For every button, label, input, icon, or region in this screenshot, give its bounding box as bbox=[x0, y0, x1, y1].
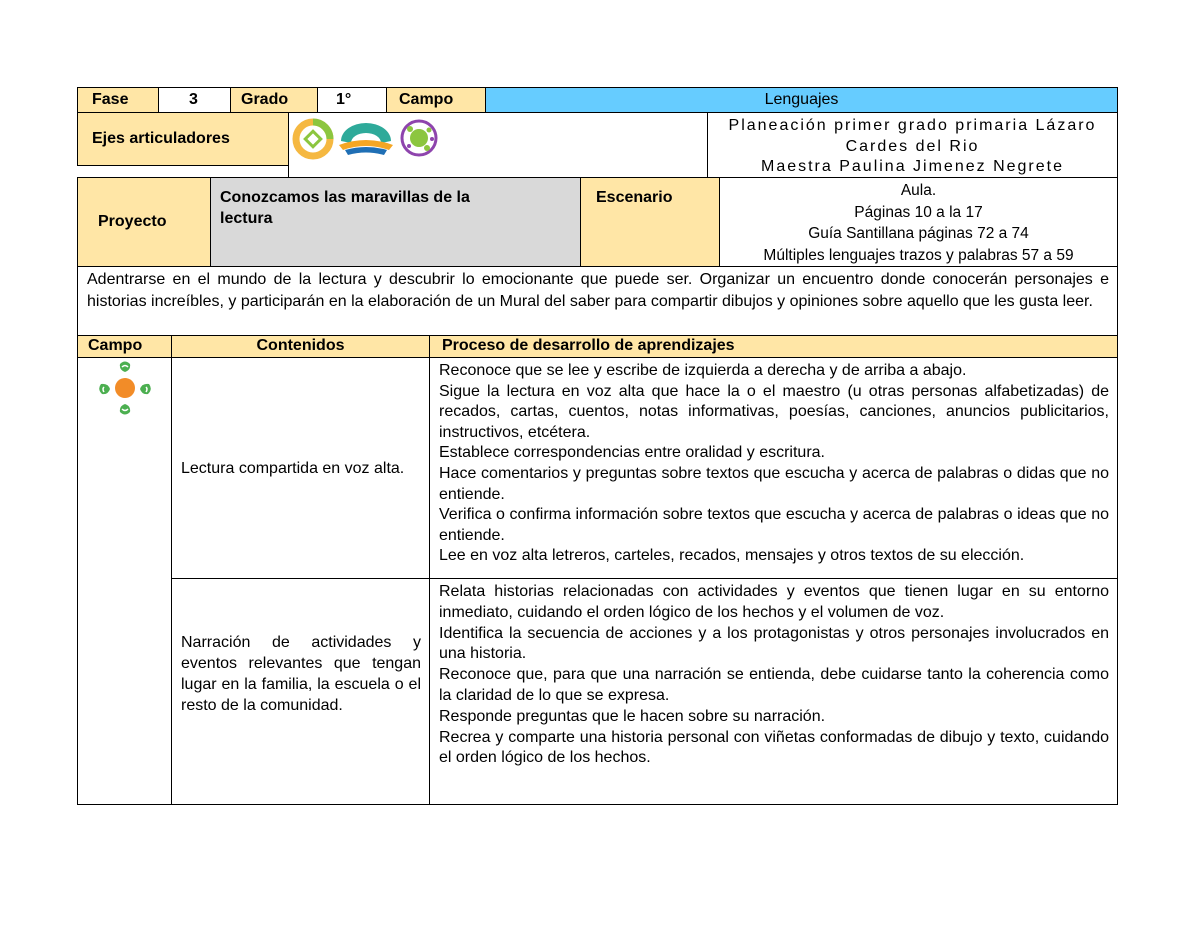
escenario-line-1: Aula. bbox=[900, 182, 937, 199]
contenido-cell-1 bbox=[171, 357, 430, 579]
fase-value-cell bbox=[158, 87, 231, 113]
campo-label-cell bbox=[386, 87, 486, 113]
ejes-artes-icon bbox=[399, 117, 439, 159]
proyecto-label-cell bbox=[77, 177, 211, 267]
ejes-inclusion-icon bbox=[291, 117, 335, 161]
proceso-item: Reconoce que, para que una narración se entienda, debe cuidarse tanto la coherencia como la claridad de lo que se expresa. bbox=[439, 666, 1109, 704]
escenario-line-2: Páginas 10 a la 17 bbox=[854, 203, 983, 221]
contenidos-header: Contenidos bbox=[256, 337, 345, 355]
campo-value: Lenguajes bbox=[764, 90, 839, 108]
lenguajes-campo-icon bbox=[98, 360, 152, 418]
proceso-header-cell bbox=[429, 335, 1118, 358]
planeacion-cell bbox=[707, 112, 1118, 178]
proceso-item: Identifica la secuencia de acciones y a los protagonistas y otros personajes involucrados en una historia. bbox=[439, 624, 1109, 663]
ejes-icons-cell bbox=[288, 112, 708, 178]
campo-value-cell bbox=[485, 87, 1118, 113]
planeacion-line-3: Maestra Paulina Jimenez Negrete bbox=[760, 158, 1064, 175]
grado-value-cell bbox=[317, 87, 387, 113]
proceso-item: Establece correspondencias entre oralidad y escritura. bbox=[439, 444, 825, 462]
fase-value: 3 bbox=[189, 90, 198, 108]
proceso-cell-1 bbox=[429, 357, 1118, 579]
proyecto-title: Conozcamos las maravillas de la lectura bbox=[220, 189, 470, 227]
planeacion-line-1: Planeación primer grado primaria Lázaro bbox=[728, 117, 1097, 134]
proceso-item: Recrea y comparte una historia personal con viñetas conformadas de dibujo y texto, cuidando el orden lógico de los hechos. bbox=[439, 728, 1109, 767]
project-description: Adentrarse en el mundo de la lectura y descubrir lo emocionante que puede ser. Organizar un encuentro donde conocerán personajes e historias increíbles, y participarán en la elaboración de un Mural del saber para compartir dibujos y opiniones sobre aquello que les gusta leer. bbox=[87, 271, 1109, 310]
campo-header: Campo bbox=[88, 337, 143, 355]
campo-label: Campo bbox=[399, 90, 454, 108]
contenidos-header-cell bbox=[171, 335, 430, 358]
grado-label: Grado bbox=[241, 90, 289, 108]
contenido-text-1: Lectura compartida en voz alta. bbox=[181, 459, 405, 477]
ejes-label: Ejes articuladores bbox=[92, 129, 230, 147]
proceso-item: Hace comentarios y preguntas sobre textos que escucha y acerca de palabras o didas que no entiende. bbox=[439, 464, 1109, 503]
proceso-cell-2 bbox=[429, 578, 1118, 805]
grado-value: 1° bbox=[336, 90, 352, 108]
contenido-cell-2 bbox=[171, 578, 430, 805]
planeacion-line-2: Cardes del Rio bbox=[845, 137, 980, 155]
campo-header-cell bbox=[77, 335, 172, 358]
proceso-item: Reconoce que se lee y escribe de izquierda a derecha y de arriba a abajo. bbox=[439, 362, 967, 379]
proceso-item: Sigue la lectura en voz alta que hace la o el maestro (u otras personas alfabetizadas) de recados, cartas, cuentos, notas informativas, poesías, canciones, anuncios publicitarios, instructivos, etcétera. bbox=[439, 382, 1109, 441]
escenario-cell bbox=[719, 177, 1118, 267]
escenario-label: Escenario bbox=[596, 189, 673, 206]
proceso-item: Verifica o confirma información sobre textos que escucha y acerca de palabras o ideas que no entiende. bbox=[439, 506, 1109, 544]
campo-icon-cell bbox=[77, 357, 172, 805]
fase-label-cell bbox=[77, 87, 159, 113]
fase-label: Fase bbox=[92, 90, 129, 108]
contenido-text-2: Narración de actividades y eventos relevantes que tengan lugar en la familia, la escuela o el resto de la comunidad. bbox=[181, 633, 421, 714]
project-description-cell bbox=[77, 266, 1118, 336]
ejes-interculturalidad-icon bbox=[337, 119, 395, 157]
escenario-label-cell bbox=[580, 177, 720, 267]
proyecto-label: Proyecto bbox=[98, 212, 167, 230]
grado-label-cell bbox=[230, 87, 318, 113]
proceso-item: Relata historias relacionadas con actividades y eventos que tienen lugar en su entorno inmediato, cuidando el orden lógico de los hechos y el volumen de voz. bbox=[439, 583, 1109, 621]
ejes-label-cell bbox=[77, 112, 289, 166]
escenario-line-3: Guía Santillana páginas 72 a 74 bbox=[808, 225, 1029, 242]
proceso-header: Proceso de desarrollo de aprendizajes bbox=[442, 337, 735, 355]
proceso-item: Lee en voz alta letreros, carteles, recados, mensajes y otros textos de su elección. bbox=[439, 547, 1025, 565]
proyecto-title-cell bbox=[210, 177, 581, 267]
escenario-line-4: Múltiples lenguajes trazos y palabras 57 a 59 bbox=[763, 246, 1074, 264]
proceso-item: Responde preguntas que le hacen sobre su narración. bbox=[439, 707, 826, 725]
